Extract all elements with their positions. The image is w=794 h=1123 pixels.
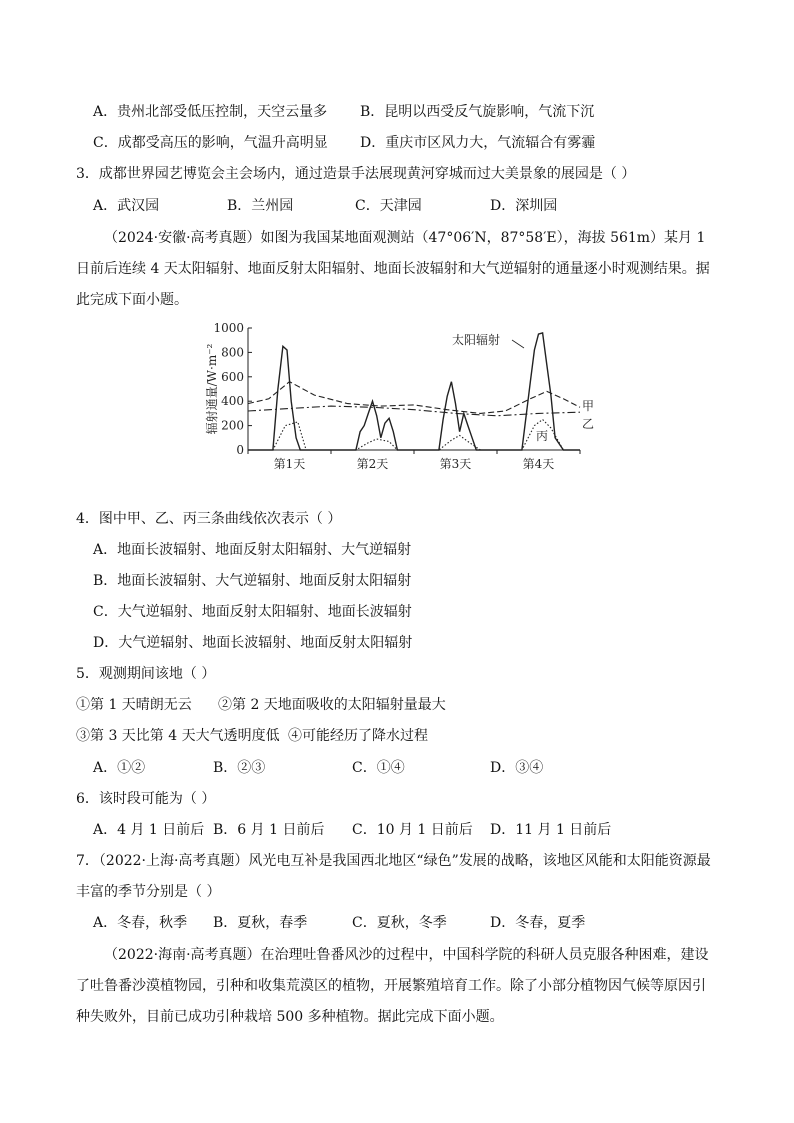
- q7-option-b: B．夏秋，春季: [213, 915, 308, 931]
- x-tick-label: 第3天: [439, 457, 472, 471]
- y-tick-label: 0: [236, 443, 244, 457]
- q5-statement-4: ④可能经历了降水过程: [288, 728, 428, 744]
- x-tick-label: 第2天: [356, 457, 389, 471]
- annotation-solar-label: 太阳辐射: [452, 333, 501, 347]
- q4-option-d: D．大气逆辐射、地面长波辐射、地面反射太阳辐射: [93, 635, 413, 651]
- radiation-chart: [200, 318, 610, 498]
- q2-option-d: D．重庆市区风力大，气流辐合有雾霾: [360, 135, 596, 151]
- q4-option-c: C．大气逆辐射、地面反射太阳辐射、地面长波辐射: [93, 604, 412, 620]
- q3-option-d: D．深圳园: [490, 198, 558, 214]
- q5-statement-2: ②第 2 天地面吸收的太阳辐射量最大: [218, 697, 446, 713]
- q6-stem: 6．该时段可能为（ ）: [76, 791, 216, 807]
- q5-stem: 5．观测期间该地（ ）: [76, 666, 216, 682]
- q7-stem: 7．（2022·上海·高考真题）风光电互补是我国西北地区“绿色”发展的战略，该地区风能和太阳能资源最丰富的季节分别是（ ）: [76, 853, 711, 900]
- q4-stem: 4．图中甲、乙、丙三条曲线依次表示（ ）: [76, 511, 342, 527]
- q5-option-c: C．①④: [352, 760, 405, 776]
- q6-option-d: D．11 月 1 日前后: [490, 822, 612, 838]
- q2-option-b: B．昆明以西受反气旋影响，气流下沉: [360, 104, 595, 120]
- q7-option-a: A．冬春，秋季: [93, 915, 188, 931]
- y-tick-label: 200: [221, 418, 244, 433]
- q6-option-a: A．4 月 1 日前后: [93, 822, 205, 838]
- x-tick-label: 第4天: [522, 457, 555, 471]
- q3-option-c: C．天津园: [355, 198, 422, 214]
- material-paragraph-1: （2024·安徽·高考真题）如图为我国某地面观测站（47°06′N，87°58′E），海拔 561m）某月 1 日前后连续 4 天太阳辐射、地面反射太阳辐射、地面长波辐射和大气逆辐射的通量逐小时观测结果。据此完成下面小题。: [76, 230, 710, 308]
- y-tick-label: 1000: [213, 321, 244, 335]
- q3-option-a: A．武汉园: [93, 198, 160, 214]
- annotation-yi: 乙: [582, 417, 595, 431]
- q3-stem: 3．成都世界园艺博览会主会场内，通过造景手法展现黄河穿城而过大美景象的展园是（ ）: [76, 166, 636, 182]
- series-line-太阳辐射: [248, 333, 580, 450]
- y-tick-label: 800: [221, 345, 244, 360]
- q6-option-b: B．6 月 1 日前后: [213, 822, 325, 838]
- q5-option-a: A．①②: [93, 760, 146, 776]
- q4-option-b: B．地面长波辐射、大气逆辐射、地面反射太阳辐射: [93, 573, 412, 589]
- y-tick-label: 600: [221, 369, 244, 384]
- y-tick-label: 400: [221, 394, 244, 409]
- q7-option-d: D．冬春，夏季: [490, 915, 586, 931]
- annotation-bing: 丙: [536, 429, 549, 443]
- x-tick-label: 第1天: [273, 457, 306, 471]
- q5-statement-1: ①第 1 天晴朗无云: [76, 697, 192, 713]
- series-line-乙: [248, 406, 580, 416]
- q6-option-c: C．10 月 1 日前后: [352, 822, 473, 838]
- material-paragraph-2: （2022·海南·高考真题）在治理吐鲁番风沙的过程中，中国科学院的科研人员克服各种困难，建设了吐鲁番沙漠植物园，引种和收集荒漠区的植物，开展繁殖培育工作。除了小部分植物因气候等原因引种失败外，目前已成功引种栽培 500 多种植物。据此完成下面小题。: [76, 947, 709, 1025]
- q4-option-a: A．地面长波辐射、地面反射太阳辐射、大气逆辐射: [93, 542, 412, 558]
- annotation-jia: 甲: [582, 399, 595, 413]
- q7-option-c: C．夏秋，冬季: [352, 915, 447, 931]
- q2-option-c: C．成都受高压的影响，气温升高明显: [93, 135, 328, 151]
- q5-statement-3: ③第 3 天比第 4 天大气透明度低: [76, 728, 280, 744]
- annotation-solar-leader: [512, 340, 524, 348]
- y-axis-label: 辐射通量/W·m⁻²: [205, 343, 219, 435]
- q3-option-b: B．兰州园: [227, 198, 294, 214]
- q2-option-a: A．贵州北部受低压控制，天空云量多: [93, 104, 328, 120]
- q5-option-b: B．②③: [213, 760, 266, 776]
- series-line-丙: [248, 420, 580, 451]
- q5-option-d: D．③④: [490, 760, 544, 776]
